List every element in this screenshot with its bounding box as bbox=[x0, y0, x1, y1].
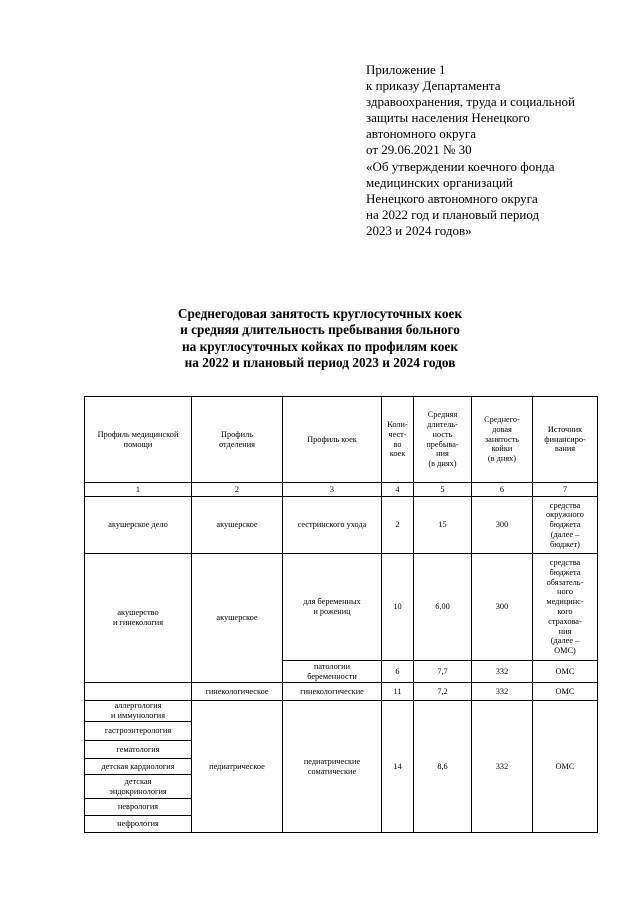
header-line: защиты населения Ненецкого bbox=[366, 110, 530, 126]
funding-source-cell: средства бюджета обязатель- ного медицинс- кого страхова- ния (далее – ОМС) bbox=[533, 554, 598, 661]
header-cell: Источник финансиро- вания bbox=[533, 397, 598, 483]
table-header-row bbox=[85, 397, 598, 483]
funding-source-cell: ОМС bbox=[533, 701, 598, 833]
column-number-row bbox=[85, 483, 598, 497]
header-line: здравоохранения, труда и социальной bbox=[366, 94, 575, 110]
table-row bbox=[85, 554, 598, 661]
table-row bbox=[85, 683, 598, 701]
avg-stay-cell: 6,00 bbox=[414, 554, 472, 661]
bed-count-cell: 10 bbox=[382, 554, 414, 661]
header-cell: Профиль отделения bbox=[192, 397, 283, 483]
header-cell: Профиль коек bbox=[283, 397, 382, 483]
funding-source-cell: ОМС bbox=[533, 661, 598, 683]
beds-profile-cell: педиатрические соматические bbox=[283, 701, 382, 833]
header-cell: Профиль медицинской помощи bbox=[85, 397, 192, 483]
occupancy-cell: 300 bbox=[472, 497, 533, 554]
title-line: и средняя длительность пребывания больного bbox=[180, 322, 460, 338]
appendix-header bbox=[366, 62, 626, 239]
header-line: Ненецкого автономного округа bbox=[366, 190, 538, 206]
department-cell: педиатрическое bbox=[192, 701, 283, 833]
column-number: 2 bbox=[192, 483, 283, 497]
bed-occupancy-table bbox=[84, 396, 598, 833]
header-line: от 29.06.2021 № 30 bbox=[366, 142, 472, 158]
occupancy-cell: 300 bbox=[472, 554, 533, 661]
beds-profile-cell: сестринского ухода bbox=[283, 497, 382, 554]
medical-profile-cell bbox=[85, 683, 192, 701]
medical-profile-cell: детская эндокринология bbox=[85, 775, 192, 799]
column-number: 1 bbox=[85, 483, 192, 497]
occupancy-cell: 332 bbox=[472, 683, 533, 701]
medical-profile-cell: неврология bbox=[85, 799, 192, 816]
avg-stay-cell: 8,6 bbox=[414, 701, 472, 833]
table-row bbox=[85, 701, 598, 722]
column-number: 3 bbox=[283, 483, 382, 497]
header-line: медицинских организаций bbox=[366, 174, 513, 190]
beds-profile-cell: гинекологические bbox=[283, 683, 382, 701]
header-cell: Коли- чест- во коек bbox=[382, 397, 414, 483]
avg-stay-cell: 7,7 bbox=[414, 661, 472, 683]
column-number: 4 bbox=[382, 483, 414, 497]
header-line: 2023 и 2024 годов» bbox=[366, 222, 472, 238]
medical-profile-cell: детская кардиология bbox=[85, 759, 192, 775]
bed-count-cell: 6 bbox=[382, 661, 414, 683]
department-cell: акушерское bbox=[192, 554, 283, 683]
avg-stay-cell: 15 bbox=[414, 497, 472, 554]
header-line: автономного округа bbox=[366, 126, 476, 142]
title-line: на круглосуточных койках по профилям коек bbox=[182, 338, 458, 354]
bed-count-cell: 14 bbox=[382, 701, 414, 833]
department-cell: гинекологическое bbox=[192, 683, 283, 701]
department-cell: акушерское bbox=[192, 497, 283, 554]
header-line: на 2022 год и плановый период bbox=[366, 206, 540, 222]
medical-profile-cell: аллергология и иммунология bbox=[85, 701, 192, 722]
table-row bbox=[85, 497, 598, 554]
funding-source-cell: ОМС bbox=[533, 683, 598, 701]
column-number: 7 bbox=[533, 483, 598, 497]
avg-stay-cell: 7,2 bbox=[414, 683, 472, 701]
header-cell: Среднего- довая занятость койки (в днях) bbox=[472, 397, 533, 483]
medical-profile-cell: гастроэнтерология bbox=[85, 722, 192, 741]
header-line: Приложение 1 bbox=[366, 62, 446, 77]
medical-profile-cell: гематология bbox=[85, 741, 192, 759]
header-line: к приказу Департамента bbox=[366, 78, 501, 94]
funding-source-cell: средства окружного бюджета (далее – бюджет) bbox=[533, 497, 598, 554]
header-cell: Средняя длитель- ность пребыва- ния (в днях) bbox=[414, 397, 472, 483]
beds-profile-cell: патологии беременности bbox=[283, 661, 382, 683]
medical-profile-cell: акушерское дело bbox=[85, 497, 192, 554]
occupancy-cell: 332 bbox=[472, 661, 533, 683]
beds-profile-cell: для беременных и рожениц bbox=[283, 554, 382, 661]
title-line: Среднегодовая занятость круглосуточных коек bbox=[177, 306, 463, 321]
bed-count-cell: 11 bbox=[382, 683, 414, 701]
medical-profile-cell: нефрология bbox=[85, 816, 192, 833]
column-number: 6 bbox=[472, 483, 533, 497]
occupancy-cell: 332 bbox=[472, 701, 533, 833]
bed-count-cell: 2 bbox=[382, 497, 414, 554]
header-line: «Об утверждении коечного фонда bbox=[366, 158, 555, 174]
document-title bbox=[60, 306, 580, 371]
title-line: на 2022 и плановый период 2023 и 2024 годов bbox=[184, 354, 456, 370]
medical-profile-cell: акушерство и гинекология bbox=[85, 554, 192, 683]
column-number: 5 bbox=[414, 483, 472, 497]
